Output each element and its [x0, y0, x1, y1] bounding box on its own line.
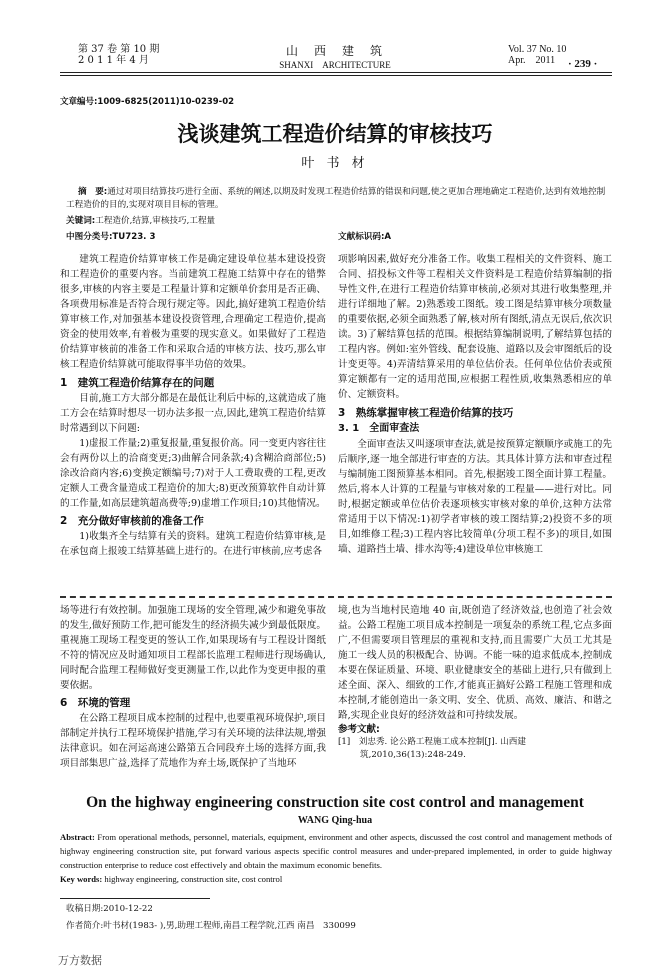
clc-number: 中图分类号:TU723. 3: [66, 232, 156, 242]
date-cn: 2 0 1 1 年 4 月: [78, 55, 149, 66]
header-rule: [60, 72, 612, 73]
received-date: 收稿日期:2010-12-22: [66, 904, 153, 914]
english-abstract: [60, 830, 612, 872]
section-6-heading: 6 环境的管理: [60, 697, 131, 709]
english-keywords-text: highway engineering, construction site, cost control: [104, 874, 283, 884]
section-2-continued: 项影响因素,做好充分准备工作。收集工程相关的文件资料、施工合同、招投标文件等工程相关文件资料是工程造价结算编制的指导性文件,在进行工程造价结算审核前,必须对其进行收集整理,并进行详细地了解。2)熟悉竣工图纸。竣工图是结算审核分项数量的重要依据,必须全面熟悉了解,核对所有图纸,清点无误后,依次识读。3)了解结算包括的范围。根据结算编制说明,了解结算包括的工程内容。例如:室外管线、配套设施、道路以及会审图纸后的设计变更等。4)弄清结算采用的单位估价表。任何单位估价表或预算定额都有一定的适用范围,应根据工程性质,收集熟悉相应的单价、定额资料。: [338, 254, 612, 400]
abstract-text: 通过对项目结算技巧进行全面、系统的阐述,以期及时发现工程造价结算的错误和问题,使之更加合理地确定工程造价,达到有效地控制工程造价的目的,实现对项目目标的管理。: [66, 187, 606, 210]
volume-issue-cn: 第 37 卷 第 10 期: [78, 44, 160, 55]
english-author: WANG Qing-hua: [297, 815, 373, 826]
lower-right-column: [338, 603, 612, 762]
section-1-heading: 1 建筑工程造价结算存在的问题: [60, 377, 215, 389]
left-column: [60, 252, 326, 559]
section-1-list: 1)虚报工作量;2)重复报量,重复报价高。同一变更内容往往会有两份以上的洽商变更;3)曲解合同条款;4)含糊洽商部位;5)涂改洽商内容;6)变换定额编号;7)对于人工费取费的工程,更改定额人工费含量造成工程造价的加大;8)更改预算软件自动计算的工作量,如高层建筑超高费等;9)虚增工作项目;10)其他情况。: [60, 438, 326, 509]
article-separator: [60, 596, 612, 598]
journal-name-en: SHANXI ARCHITECTURE: [279, 60, 391, 70]
intro-paragraph: 建筑工程造价结算审核工作是确定建设单位基本建设投资和工程造价的重要内容。当前建筑工程施工结算中存在的错弊很多,审核的内容主要是工程量计算和定额单价套用是否正确、各项费用标准是否符合现行规定等。因此,搞好建筑工程造价结算审核工作,对加强基本建设投资管理,合理确定工程造价,提高资金的使用效率,有着极为重要的现实意义。如果做好了工程造价结算审核前的准备工作和采取合适的审核方法、技巧,那么审核工程造价结算就可能取得事半功倍的效果。: [60, 254, 326, 370]
article-number: 文章编号:1009-6825(2011)10-0239-02: [60, 97, 235, 107]
abstract-block: [66, 186, 610, 212]
abstract-label: 摘 要:: [78, 187, 108, 197]
author-introduction: 作者简介:叶书材(1983- ),男,助理工程师,南昌工程学院,江西 南昌 330099: [66, 921, 356, 931]
lower-left-column: [60, 603, 326, 771]
english-keywords: [60, 874, 612, 884]
author-name: 叶 书 材: [301, 156, 369, 171]
english-title: On the highway engineering construction site cost control and management: [86, 794, 584, 811]
english-keywords-label: Key words:: [60, 874, 103, 884]
header-rule-thin: [60, 75, 612, 76]
section-3-heading: 3 熟练掌握审核工程造价结算的技巧: [338, 407, 514, 419]
prev-article-paragraph: 场等进行有效控制。加强施工现场的安全管理,减少和避免事故的发生,做好预防工作,把可能发生的经济损失减少到最低限度。重视施工现场工程变更的签认工作,如果现场有与工程设计图纸不符的情况应及时通知项目工程部长监理工程师进行现场确认,同时配合监理工程师做好变更测量工作,以此作为变更申报的重要依据。: [60, 605, 326, 691]
section-3-1-paragraph: 全面审查法又叫逐项审查法,就是按预算定额顺序或施工的先后顺序,逐一地全部进行审查的方法。其具体计算方法和审查过程与编制施工图预算基本相同。首先,根据竣工图全面计算工程量。然后,将本人计算的工程量与审核对象的工程量——进行对比。同时,根据定额或单位估价表逐项核实审核对象的单价,这种方法常常适用于以下情况:1)初学者审核的竣工图结算;2)投资不多的项目,如维修工程;3)工程内容比较简单(分项工程不多)的项目,如围墙、道路挡土墙、排水沟等;4)建设单位审核施工: [338, 439, 612, 555]
journal-issue-en: [508, 44, 566, 66]
keywords-label: 关键词:: [66, 216, 96, 226]
page-number: · 239 ·: [568, 58, 598, 70]
right-column: [338, 252, 612, 557]
footnote-rule: [60, 898, 210, 899]
article-title: 浅谈建筑工程造价结算的审核技巧: [177, 122, 493, 146]
watermark-text: 万方数据: [58, 954, 102, 967]
journal-name-cn: 山 西 建 筑: [285, 44, 384, 58]
volume-issue-en: Vol. 37 No. 10: [508, 44, 567, 55]
reference-1: [1] 刘忠秀. 论公路工程施工成本控制[J]. 山西建筑,2010,36(13):248-249.: [338, 737, 526, 760]
date-en: Apr. 2011: [508, 55, 556, 66]
english-abstract-text: From operational methods, personnel, materials, equipment, environment and other aspects, discussed the cost control and management methods of highway engineering construction site, put forward various aspects specific control measures and under-prepared implemented, in order to guide highway construction enterprise to reduce cost effectively and obtain the maximum economic benefits.: [60, 832, 612, 870]
section-6-paragraph: 在公路工程项目成本控制的过程中,也要重视环境保护,项目部制定并执行工程环境保护措施,学习有关环境的法律法规,增强法律意识。如在河运高速公路第五合同段弃土场的选择方面,我项目部集思广益,选择了荒地作为弃土场,既保护了当地环: [60, 713, 326, 769]
references-label: 参考文献:: [338, 724, 380, 735]
conclusion-paragraph: 境,也为当地村民造地 40 亩,既创造了经济效益,也创造了社会效益。公路工程施工项目成本控制是一项复杂的系统工程,它点多面广,不但需要项目管理层的重视和支持,而且需要广大员工尤其是施工一线人员的积极配合、协调。不能一味的追求低成本,控制成本要在保证质量、环境、职业健康安全的基础上进行,只有做到上述全面、深入、细致的工作,才能真正搞好公路工程施工管理和成本控制,才能创造出一条文明、安全、优质、高效、廉洁、和谐之路,实现企业良好的经济效益和可持续发展。: [338, 605, 612, 721]
keywords-text: 工程造价,结算,审核技巧,工程量: [95, 216, 216, 226]
section-2-heading: 2 充分做好审核前的准备工作: [60, 515, 204, 527]
document-code: 文献标识码:A: [338, 232, 392, 242]
english-abstract-label: Abstract:: [60, 832, 95, 842]
section-1-paragraph: 目前,施工方大部分都是在最低让利后中标的,这就造成了施工方会在结算时想尽一切办法多报一点,因此,建筑工程造价结算时常遇到以下问题:: [60, 393, 326, 434]
section-3-1-heading: 3. 1 全面审查法: [338, 423, 420, 434]
section-2-paragraph: 1)收集齐全与结算有关的资料。建筑工程造价结算审核,是在承包商上报竣工结算基础上进行的。在进行审核前,应考虑各: [60, 531, 326, 557]
keywords-block: [66, 215, 610, 228]
